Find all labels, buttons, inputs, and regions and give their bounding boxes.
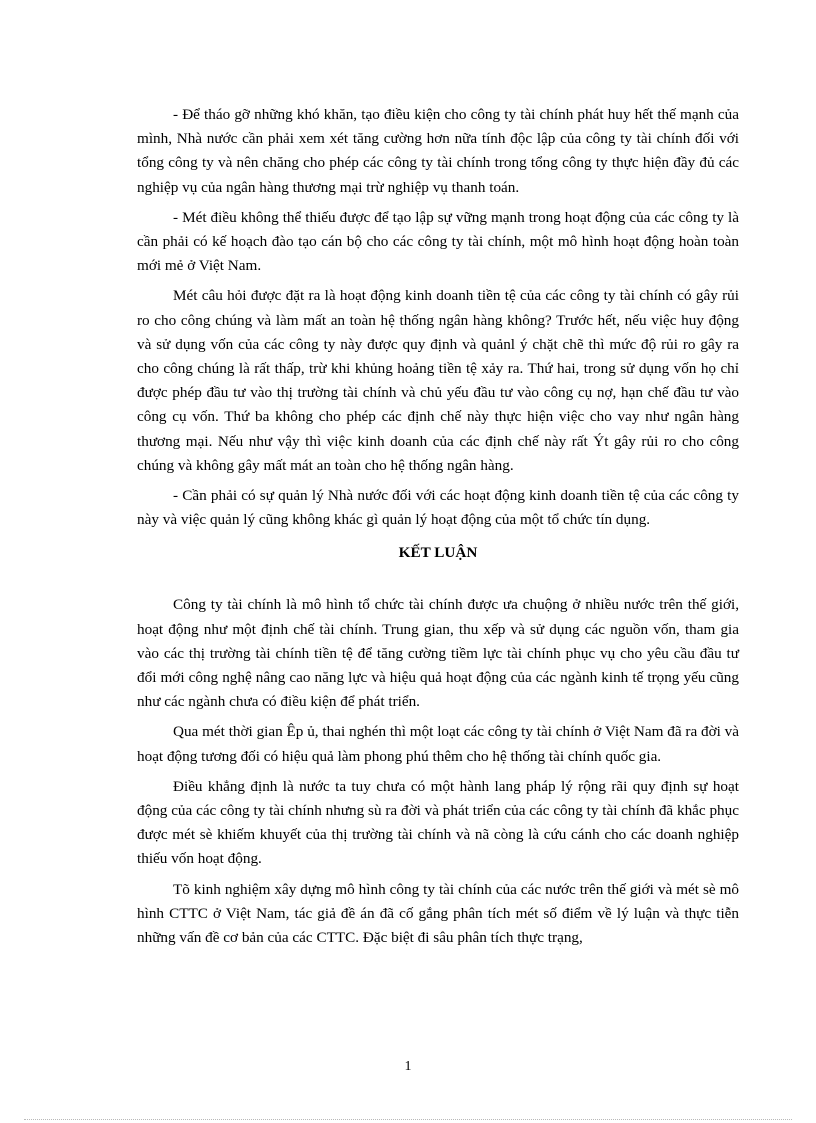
page-body (137, 103, 739, 956)
paragraph-conclusion-4: Tõ kinh nghiệm xây dựng mô hình công ty tài chính của các nước trên thế giới và mét sè mô hình CTTC ở Việt Nam, tác giả đề án đã cố gắng phân tích mét số điểm về lý luận và thực tiễn những vấn đề cơ bản của các CTTC. Đặc biệt đi sâu phân tích thực trạng, (137, 880, 739, 947)
page-break-line (24, 1119, 792, 1120)
paragraph-state-management: - Cần phải có sự quản lý Nhà nước đối với các hoạt động kinh doanh tiền tệ của các công ty này và việc quản lý cũng không khác gì quản lý hoạt động của một tổ chức tín dụng. (137, 487, 739, 529)
paragraph-independence: - Để tháo gỡ những khó khăn, tạo điều kiện cho công ty tài chính phát huy hết thế mạnh của mình, Nhà nước cần phải xem xét tăng cường hơn nữa tính độc lập của công ty tài chính đối với tổng công ty và nên chăng cho phép các công ty tài chính trong tổng công ty thực hiện đầy đủ các nghiệp vụ của ngân hàng thương mại trừ nghiệp vụ thanh toán. (137, 106, 739, 196)
paragraph-conclusion-3: Điều khẳng định là nước ta tuy chưa có một hành lang pháp lý rộng rãi quy định sự hoạt động của các công ty tài chính nhưng sù ra đời và phát triển của các công ty tài chính đã khắc phục được mét sè khiếm khuyết của thị trường tài chính và nã còng là cứu cánh cho các doanh nghiệp thiếu vốn hoạt động. (137, 777, 739, 868)
paragraph-training: - Mét điều không thể thiếu được để tạo lập sự vững mạnh trong hoạt động của các công ty là cần phải có kế hoạch đào tạo cán bộ cho các công ty tài chính, một mô hình hoạt động hoàn toàn mới mẻ ở Việt Nam. (137, 208, 739, 275)
heading-spacer (137, 579, 739, 593)
paragraph-conclusion-2: Qua mét thời gian Êp ủ, thai nghén thì một loạt các công ty tài chính ở Việt Nam đã ra đời và hoạt động tương đối có hiệu quả làm phong phú thêm cho hệ thống tài chính quốc gia. (137, 723, 739, 765)
page-number: 1 (404, 1059, 412, 1074)
paragraph-risk-question: Mét câu hỏi được đặt ra là hoạt động kinh doanh tiền tệ của các công ty tài chính có gây rủi ro cho công chúng và làm mất an toàn hệ thống ngân hàng không? Trước hết, nếu việc huy động và sử dụng vốn của các công ty này được quy định và quảnl ý chặt chẽ thì mức độ rủi ro gây ra cho công chúng là rất thấp, trừ khi khủng hoảng tiền tệ xảy ra. Thứ hai, trong sử dụng vốn họ chỉ được phép đầu tư vào thị trường tài chính và chủ yếu đầu tư vào công cụ nợ, hạn chế đầu tư vào công cụ vốn. Thứ ba không cho phép các định chế này thực hiện việc cho vay như ngân hàng thương mại. Nếu như vậy thì việc kinh doanh của các định chế này rất Ýt gây rủi ro cho công chúng và không gây mất mát an toàn cho hệ thống ngân hàng. (137, 287, 739, 474)
conclusion-heading: KẾT LUẬN (398, 544, 478, 562)
paragraph-conclusion-1: Công ty tài chính là mô hình tổ chức tài chính được ưa chuộng ở nhiều nước trên thế giới, hoạt động như một định chế tài chính. Trung gian, thu xếp và sử dụng các nguồn vốn, tham gia vào các thị trường tài chính tiền tệ để tăng cường tiềm lực tài chính phục vụ cho yêu cầu đầu tư đổi mới công nghệ nâng cao năng lực và hiệu quả hoạt động của các ngành kinh tế trọng yếu cũng như các ngành chưa có điều kiện để phát triển. (137, 596, 739, 711)
